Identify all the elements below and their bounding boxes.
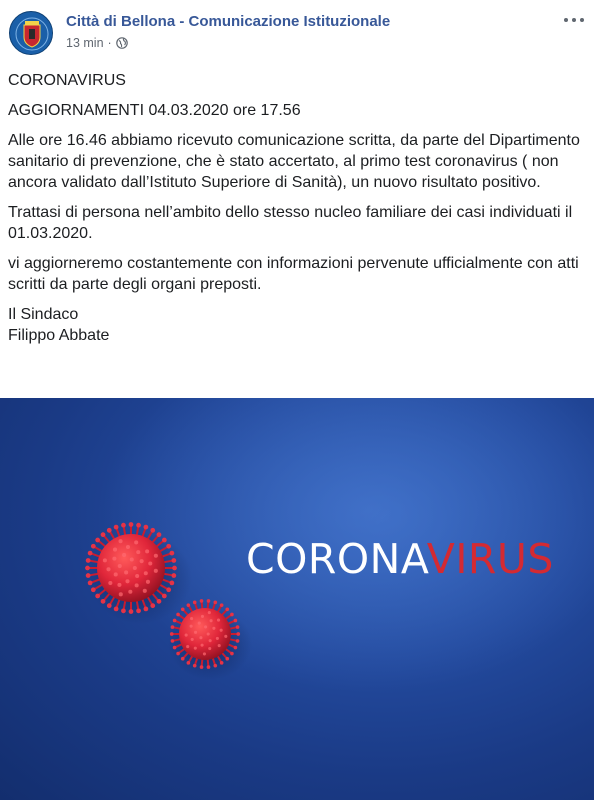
post-timestamp[interactable]: 13 min bbox=[66, 36, 104, 50]
globe-icon[interactable] bbox=[116, 37, 128, 49]
page-avatar[interactable] bbox=[9, 11, 53, 55]
signature-title: Il Sindaco bbox=[8, 306, 79, 323]
coronavirus-heading bbox=[246, 535, 554, 583]
post-paragraph: CORONAVIRUS bbox=[8, 72, 126, 89]
virus-illustration bbox=[0, 398, 594, 800]
post-paragraph: AGGIORNAMENTI 04.03.2020 ore 17.56 bbox=[8, 102, 301, 119]
ellipsis-icon bbox=[564, 18, 568, 22]
heading-part-virus: VIRUS bbox=[426, 535, 554, 583]
post-image[interactable] bbox=[0, 398, 594, 800]
heading-part-corona: CORONA bbox=[246, 535, 427, 583]
more-options-button[interactable] bbox=[562, 12, 586, 28]
meta-separator: · bbox=[107, 36, 112, 50]
signature-name: Filippo Abbate bbox=[8, 327, 110, 344]
post-paragraph: vi aggiorneremo costantemente con informazioni pervenute ufficialmente con atti scritti da parte degli organi preposti. bbox=[8, 255, 579, 293]
post-meta bbox=[66, 36, 128, 50]
post-header bbox=[0, 0, 594, 62]
post-paragraph: Alle ore 16.46 abbiamo ricevuto comunicazione scritta, da parte del Dipartimento sanitario di prevenzione, che è stato accertato, al primo test coronavirus ( non ancora validato dall’Istituto Superiore di Sanità), un nuovo risultato positivo. bbox=[8, 132, 580, 191]
post-text bbox=[8, 70, 586, 346]
coat-of-arms-icon bbox=[10, 12, 53, 55]
post-paragraph: Trattasi di persona nell’ambito dello stesso nucleo familiare dei casi individuati il 01.03.2020. bbox=[8, 204, 573, 242]
ellipsis-dot bbox=[580, 18, 584, 22]
page-name-link[interactable]: Città di Bellona - Comunicazione Istituzionale bbox=[66, 13, 391, 30]
ellipsis-dot bbox=[572, 18, 576, 22]
